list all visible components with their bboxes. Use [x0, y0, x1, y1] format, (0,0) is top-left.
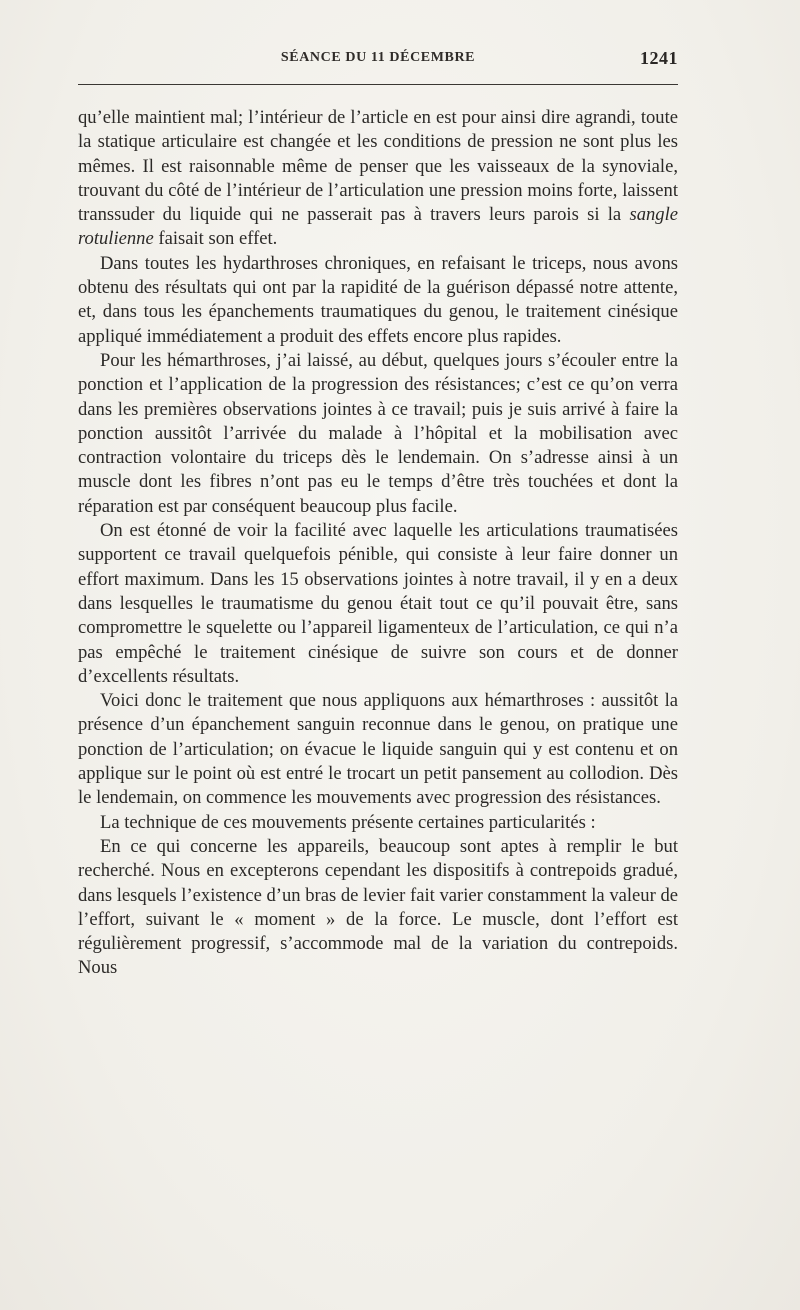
page-number: 1241	[640, 48, 678, 68]
paragraph-7: En ce qui concerne les appareils, beaucoup sont aptes à remplir le but recherché. Nous en excepterons cependant les dispositifs à contrepoids gradué, dans lesquels l’existence d’un bras de levier fait varier constamment la valeur de l’effort, suivant le « moment » de la force. Le muscle, dont l’effort est régulièrement progressif, s’accommode mal de la variation du contrepoids. Nous	[78, 835, 678, 979]
running-head: SÉANCE DU 11 DÉCEMBRE	[280, 50, 476, 65]
page-header	[78, 50, 678, 72]
paragraph-6: La technique de ces mouvements présente certaines particularités :	[100, 811, 596, 833]
paragraph-1	[78, 106, 678, 252]
header-rule	[78, 84, 678, 85]
paragraph-1-before: qu’elle maintient mal; l’intérieur de l’article en est pour ainsi dire agrandi, toute la statique articulaire est changée et les conditions de pression ne sont plus les mêmes. Il est raisonnable même de penser que les vaisseaux de la synoviale, trouvant du côté de l’intérieur de l’articulation une pression moins forte, laissent transsuder du liquide qui ne passerait pas à travers leurs parois si la	[78, 107, 678, 226]
paragraph-1-after: faisait son effet.	[153, 228, 278, 250]
paragraph-1-emphasis: sangle rotulienne	[78, 204, 678, 250]
paragraph-5: Voici donc le traitement que nous appliquons aux hémarthroses : aussitôt la présence d’un épanchement sanguin reconnue dans le genou, on pratique une ponction de l’articulation; on évacue le liquide sanguin qui y est contenu et on applique sur le point où est entré le trocart un petit pansement au collodion. Dès le lendemain, on commence les mouvements avec progression des résistances.	[78, 690, 678, 809]
paragraph-3: Pour les hémarthroses, j’ai laissé, au début, quelques jours s’écouler entre la ponction et l’application de la progression des résistances; c’est ce qu’on verra dans les premières observations jointes à ce travail; puis je suis arrivé à faire la ponction aussitôt l’arrivée du malade à l’hôpital et la mobilisation avec contraction volontaire du triceps dès le lendemain. On s’adresse ainsi à un muscle dont les fibres n’ont pas eu le temps d’être très touchées et dont la réparation est par conséquent beaucoup plus facile.	[78, 349, 678, 517]
paragraph-4: On est étonné de voir la facilité avec laquelle les articulations traumatisées supportent ce travail quelquefois pénible, qui consiste à leur faire donner un effort maximum. Dans les 15 observations jointes à notre travail, il y en a deux dans lesquelles le traumatisme du genou était tout ce qu’il pouvait être, sans compromettre le squelette ou l’appareil ligamenteux de l’articulation, ce qui n’a pas empêché le traitement cinésique de suivre son cours et de donner d’excellents résultats.	[78, 520, 678, 687]
paragraph-2: Dans toutes les hydarthroses chroniques, en refaisant le triceps, nous avons obtenu des résultats qui ont par la rapidité de la guérison dépassé notre attente, et, dans tous les épanchements traumatiques du genou, le traitement cinésique appliqué immédiatement a produit des effets encore plus rapides.	[78, 252, 678, 347]
body-text	[78, 106, 678, 981]
